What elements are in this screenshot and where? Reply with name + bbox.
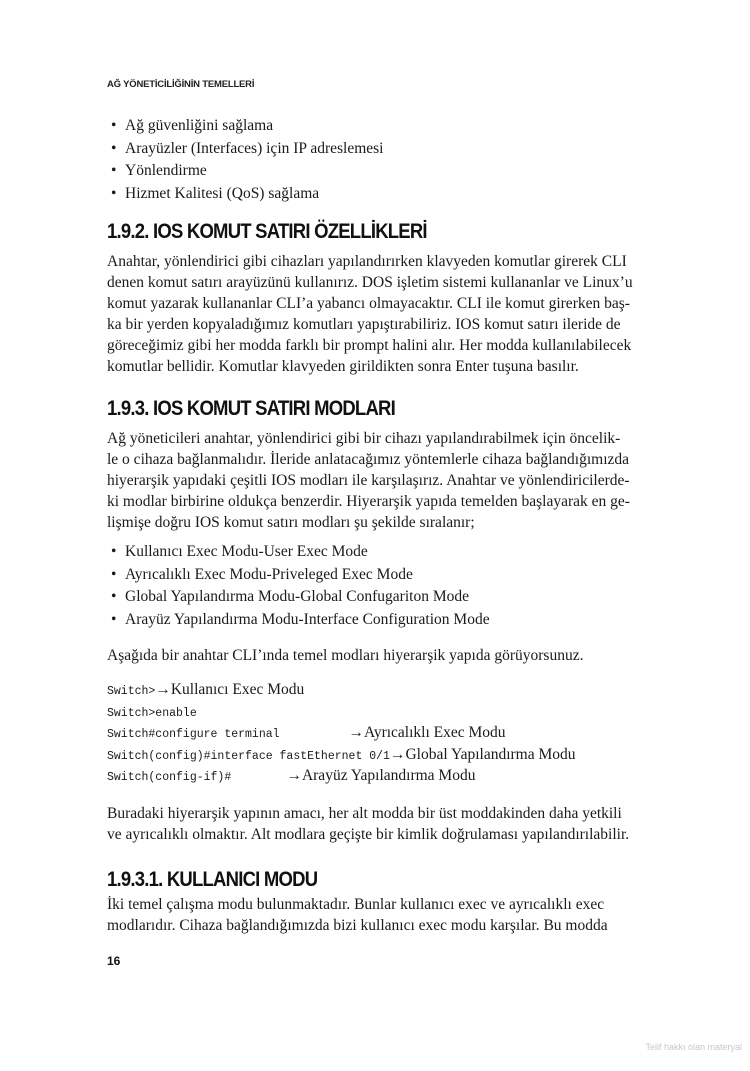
list-item: • Ayrıcalıklı Exec Modu-Priveleged Exec Mode <box>125 564 639 587</box>
paragraph-line: denen komut satırı arayüzünü kullanırız. DOS işletim sistemi kullananlar ve Linux’u <box>107 274 633 291</box>
bullet-icon: • <box>111 184 117 202</box>
cli-command: Switch#configure terminal <box>107 728 280 741</box>
bullet-icon: • <box>111 162 117 179</box>
cli-mode-note: →Kullanıcı Exec Modu <box>155 681 305 698</box>
bullet-icon: • <box>111 565 117 583</box>
section-paragraph <box>107 803 639 845</box>
page-body <box>107 115 639 936</box>
list-item: • Arayüz Yapılandırma Modu-Interface Configuration Mode <box>125 609 639 632</box>
cli-example-block <box>107 680 639 788</box>
paragraph-line: le o cihaza bağlanmalıdır. İleride anlatacağımız yöntemlerle cihaza bağlandığımızda <box>107 451 630 468</box>
cli-mode-note: →Ayrıcalıklı Exec Modu <box>348 724 506 741</box>
list-item: • Arayüzler (Interfaces) için IP adreslemesi <box>125 138 639 161</box>
cli-mode-note: →Global Yapılandırma Modu <box>389 745 576 763</box>
list-item: • Ağ güvenliğini sağlama <box>125 115 639 138</box>
paragraph-line: Buradaki hiyerarşik yapının amacı, her alt modda bir üst moddakinden daha yetkili <box>107 804 622 822</box>
mode-bullet-list <box>107 541 639 631</box>
paragraph-line: ki modlar birbirine oldukça benzerdir. Hiyerarşik yapıda temelden başlayarak en ge- <box>107 493 630 510</box>
list-item: • Global Yapılandırma Modu-Global Confugariton Mode <box>125 586 639 609</box>
paragraph-line: modlarıdır. Cihaza bağlandığımızda bizi kullanıcı exec modu karşılar. Bu modda <box>107 916 608 934</box>
cli-line <box>107 745 639 767</box>
paragraph-line: komutlar bellidir. Komutlar klavyeden girildikten sonra Enter tuşuna basılır. <box>107 358 579 375</box>
list-item: • Hizmet Kalitesi (QoS) sağlama <box>125 183 639 206</box>
cli-line <box>107 680 639 702</box>
section-paragraph <box>107 251 639 377</box>
cli-line <box>107 723 639 745</box>
section-paragraph <box>107 894 639 936</box>
section-paragraph <box>107 428 639 533</box>
bullet-icon: • <box>111 117 117 134</box>
paragraph-line: ka bir yerden kopyaladığımız komutları yapıştırabiliriz. IOS komut satırı ileride de <box>107 316 621 333</box>
section-heading-user-mode: 1.9.3.1. KULLANICI MODU <box>107 866 318 891</box>
bullet-icon: • <box>111 588 117 605</box>
paragraph-line: göreceğimiz gibi her modda farklı bir prompt halini alır. Her modda kullanılabilecek <box>107 337 632 354</box>
cli-mode-note: →Arayüz Yapılandırma Modu <box>286 767 476 784</box>
cli-command: Switch> <box>107 685 156 698</box>
cli-line <box>107 702 639 724</box>
bullet-icon: • <box>111 543 117 560</box>
cli-command: Switch>enable <box>107 706 197 720</box>
cli-gap <box>231 771 286 784</box>
paragraph-line: hiyerarşik yapıdaki çeşitli IOS modları ile karşılaşırız. Anahtar ve yönlendiricilerde- <box>107 472 630 489</box>
running-header: AĞ YÖNETİCİLİĞİNİN TEMELLERİ <box>107 79 255 90</box>
bullet-icon: • <box>111 610 117 628</box>
paragraph-line: Ağ yöneticileri anahtar, yönlendirici gibi bir cihazı yapılandırabilmek için öncelik- <box>107 430 621 447</box>
cli-command: Switch(config)#interface fastEthernet 0/1 <box>107 749 390 763</box>
list-item: • Yönlendirme <box>125 160 639 183</box>
paragraph-line: Anahtar, yönlendirici gibi cihazları yapılandırırken klavyeden komutlar girerek CLI <box>107 253 627 270</box>
section-heading-ios-cli-features: 1.9.2. IOS KOMUT SATIRI ÖZELLİKLERİ <box>107 219 427 243</box>
cli-line <box>107 766 639 788</box>
paragraph-line: ve ayrıcalıklı olmaktır. Alt modlara geçişte bir kimlik doğrulaması yapılandırılabilir. <box>107 825 630 843</box>
paragraph-line: İki temel çalışma modu bulunmaktadır. Bunlar kullanıcı exec ve ayrıcalıklı exec <box>107 895 605 913</box>
cli-command: Switch(config-if)# <box>107 771 232 784</box>
cli-gap <box>280 728 349 741</box>
intro-bullet-list <box>107 115 639 205</box>
paragraph-line: komut yazarak kullananlar CLI’a yabancı olmayacaktır. CLI ile komut girerken baş- <box>107 295 630 312</box>
bullet-icon: • <box>111 139 117 157</box>
section-heading-ios-cli-modes: 1.9.3. IOS KOMUT SATIRI MODLARI <box>107 396 395 420</box>
page-number: 16 <box>107 954 121 968</box>
copyright-watermark: Telif hakkı olan materyal <box>645 1042 742 1052</box>
cli-intro-text: Aşağıda bir anahtar CLI’ında temel modları hiyerarşik yapıda görüyorsunuz. <box>107 647 584 664</box>
list-item: • Kullanıcı Exec Modu-User Exec Mode <box>125 541 639 564</box>
paragraph-line: lişmişe doğru IOS komut satırı modları şu şekilde sıralanır; <box>107 514 475 531</box>
